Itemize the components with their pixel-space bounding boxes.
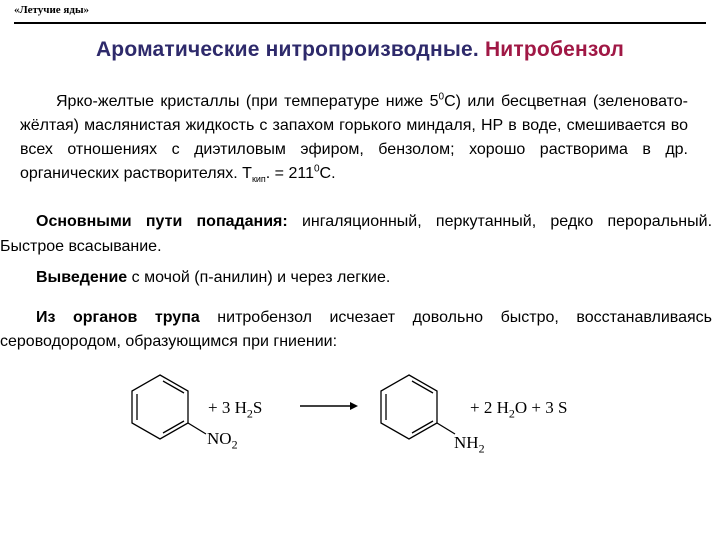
reaction-arrow (300, 402, 358, 410)
title-main: Ароматические нитропроизводные. (95, 38, 479, 61)
reaction-svg (0, 360, 720, 480)
excretion-paragraph: Выведение с мочой (п-анилин) и через легкие. (36, 269, 391, 286)
products-label: + 2 $H_2O + 3$ S (470, 398, 568, 421)
reaction-scheme (0, 360, 720, 480)
nitrobenzene-ring (132, 375, 206, 439)
excretion-label: Выведение (36, 269, 128, 286)
header-divider (14, 22, 706, 24)
routes-paragraph: Основными пути попадания: ингаляционный, перкутанный, редко пероральный. Быстрое всасывание. (0, 213, 713, 255)
corpse-paragraph: Из органов трупа нитробензол исчезает довольно быстро, восстанавливаясь сероводородом, образующимся при гниении: (0, 309, 712, 350)
description-paragraph: Ярко-желтые кристаллы (при температуре ниже $5^0С$) или бесцветная (зеленовато-жёлтая) маслянистая жидкость с запахом горького миндаля, НР в воде, смешивается во всех отношениях с диэтиловым эфиром, бензолом; хорошо растворима в др. органических растворителях. $Т_{кип}$. = $211^0С$. (20, 91, 689, 185)
title-accent: Нитробензол (484, 38, 625, 61)
amino-group-label: $NH_2$ (454, 433, 485, 456)
nitro-group-label: $NO_2$ (207, 429, 238, 452)
aniline-ring (381, 375, 455, 439)
header-tag: «Летучие яды» (14, 4, 90, 16)
page-title (0, 38, 720, 62)
reagent-label: + 3 $H_2S$ (208, 398, 263, 421)
routes-label: Основными пути попадания: (36, 213, 288, 230)
corpse-label: Из органов трупа (36, 309, 200, 326)
